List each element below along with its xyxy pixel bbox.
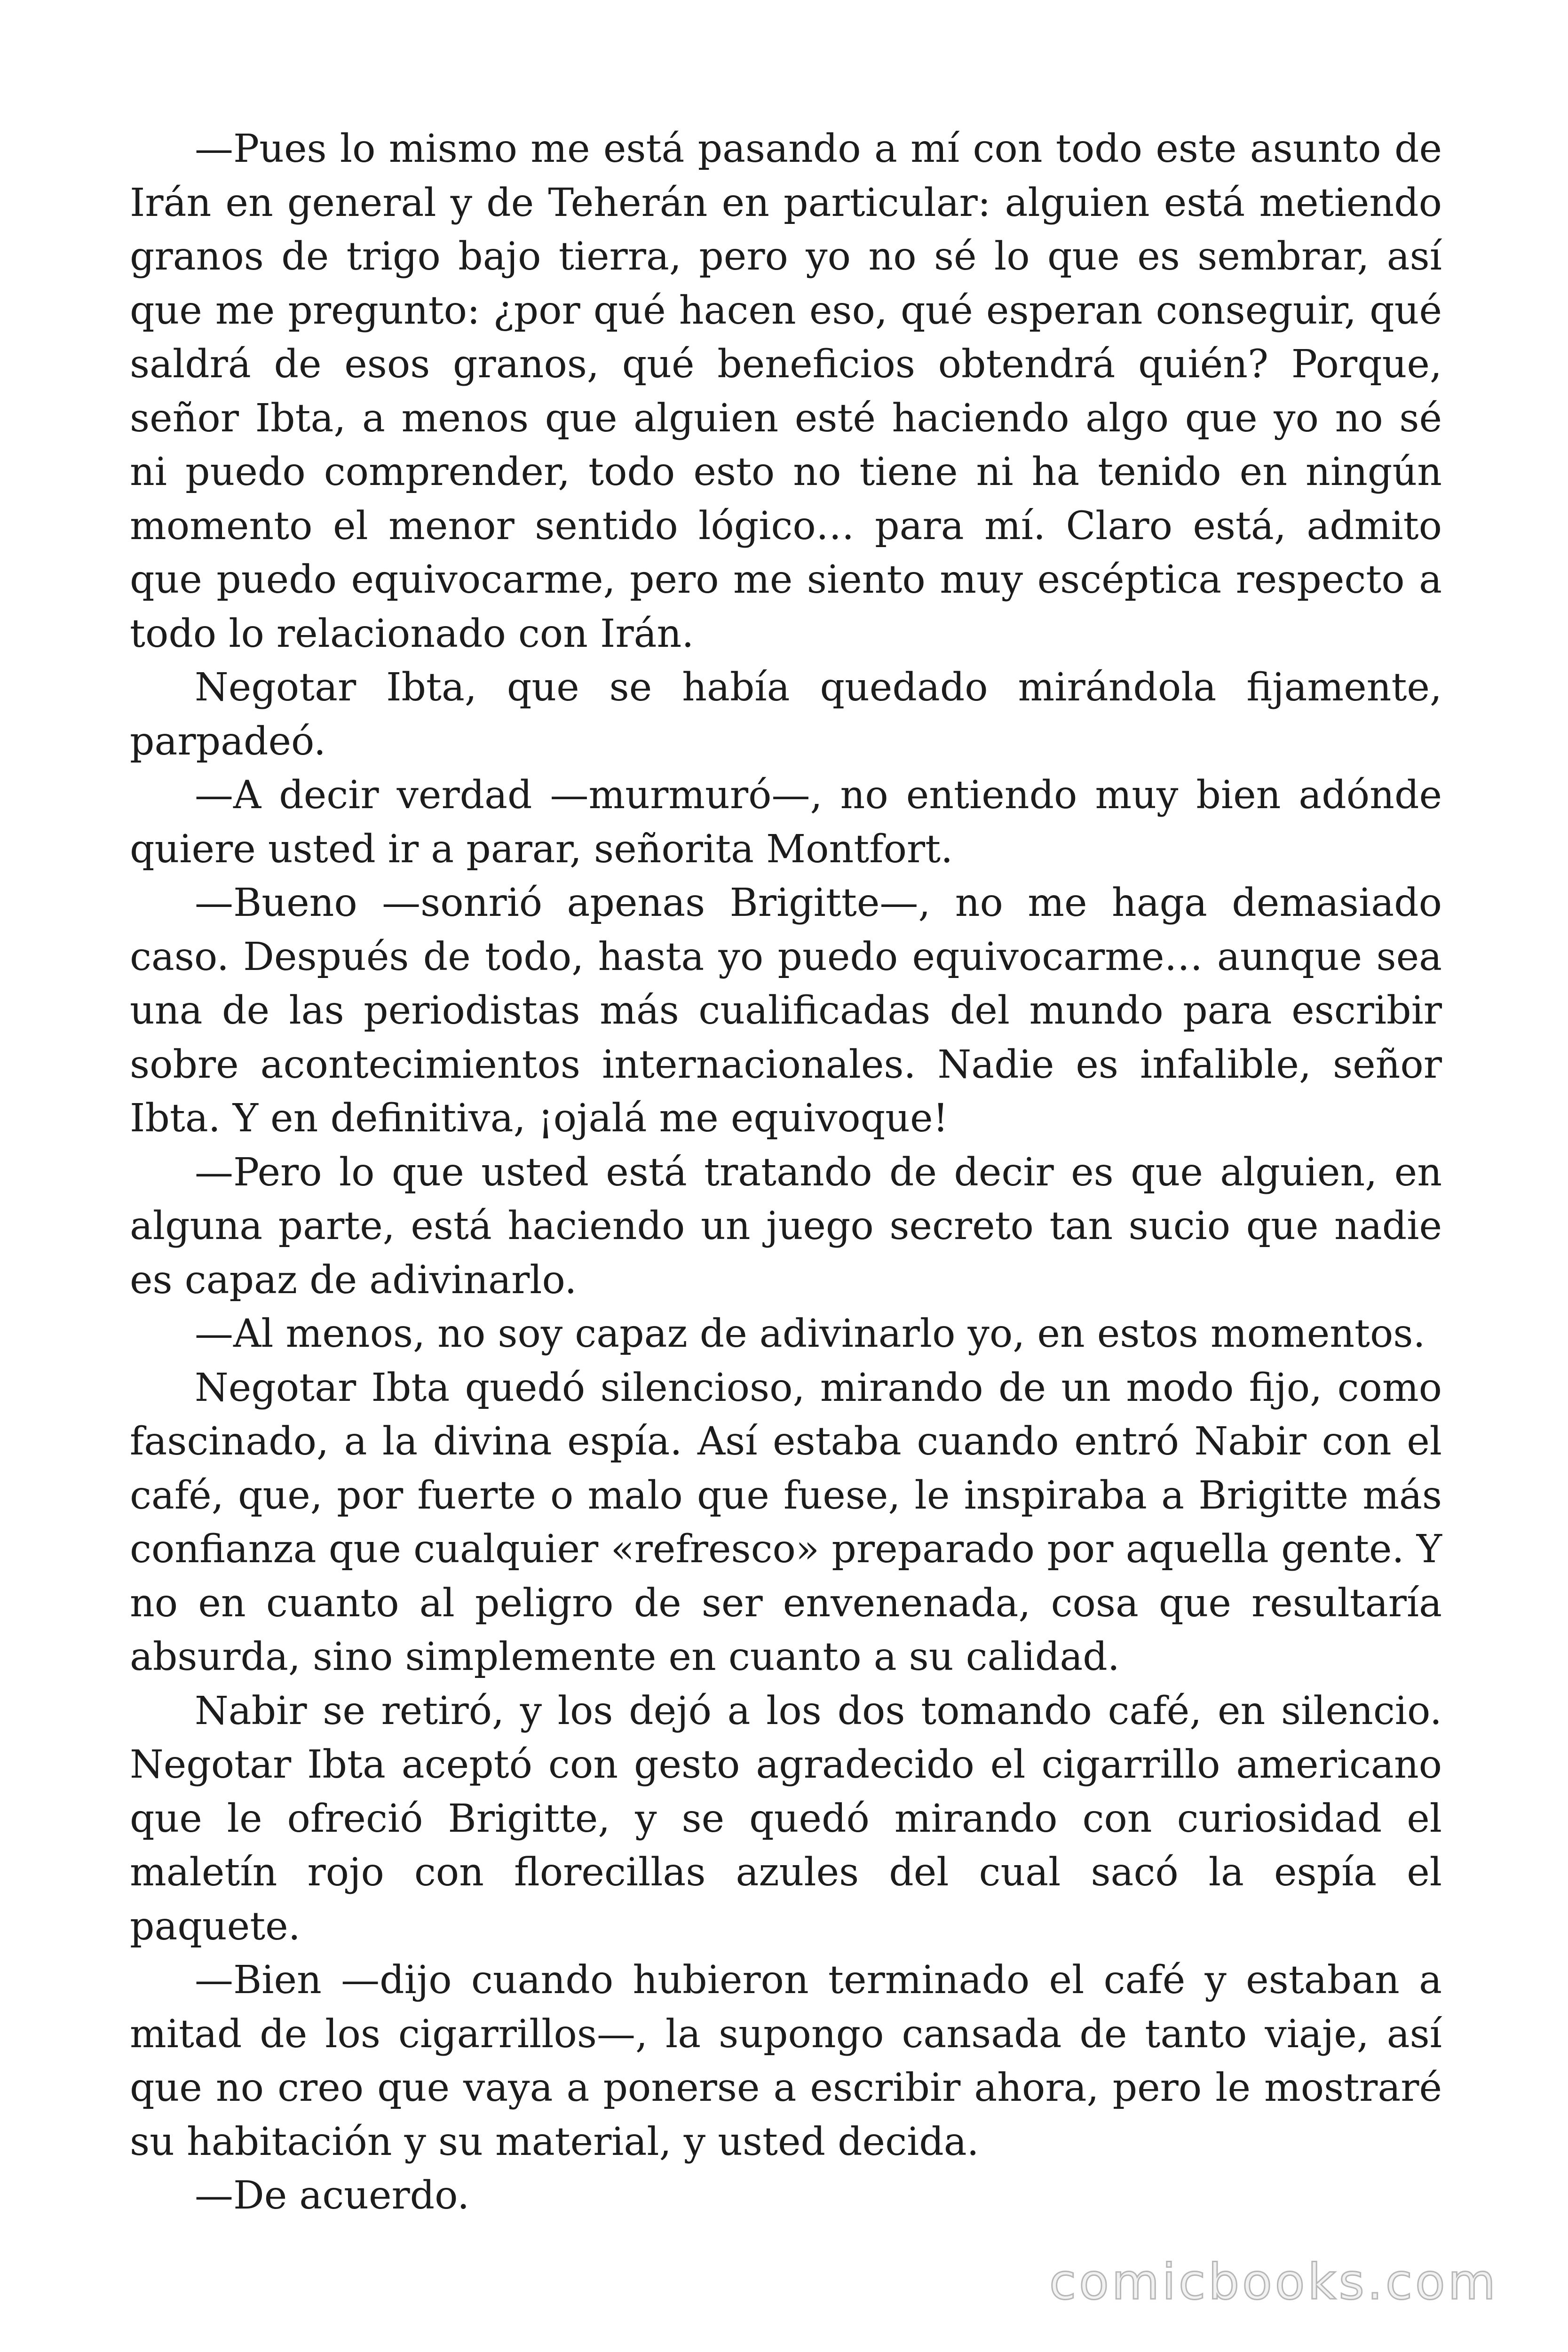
paragraph-5: —Pero lo que usted está tratando de decir es que alguien, en alguna parte, está haciendo un juego secreto tan sucio que nadie es capaz de adivinarlo. [130, 1150, 1442, 1303]
paragraph-10: —De acuerdo. [195, 2173, 470, 2218]
paragraph-8: Nabir se retiró, y los dejó a los dos tomando café, en silencio. Negotar Ibta aceptó con gesto agradecido el cigarrillo americano que le ofreció Brigitte, y se quedó mirando con curiosidad el maletín rojo con florecillas azules del cual sacó la espía el paquete. [130, 1688, 1442, 1949]
paragraph-6: —Al menos, no soy capaz de adivinarlo yo, en estos momentos. [195, 1311, 1425, 1356]
paragraph-9: —Bien —dijo cuando hubieron terminado el café y estaban a mitad de los cigarrillos—, la supongo cansada de tanto viaje, así que no creo que vaya a ponerse a escribir ahora, pero le mostraré su habitación y su material, y usted decida. [130, 1958, 1442, 2164]
paragraph-2: Negotar Ibta, que se había quedado mirándola fijamente, parpadeó. [130, 665, 1442, 764]
paragraph-7: Negotar Ibta quedó silencioso, mirando de un modo fijo, como fascinado, a la divina espía. Así estaba cuando entró Nabir con el café, que, por fuerte o malo que fuese, le inspiraba a Brigitte más confianza que cualquier «refresco» preparado por aquella gente. Y no en cuanto al peligro de ser envenenada, cosa que resultaría absurda, sino simplemente en cuanto a su calidad. [130, 1365, 1442, 1679]
page-body [130, 122, 1442, 2223]
paragraph-1: —Pues lo mismo me está pasando a mí con todo este asunto de Irán en general y de Teherán en particular: alguien está metiendo granos de trigo bajo tierra, pero yo no sé lo que es sembrar, así que me pregunto: ¿por qué hacen eso, qué esperan conseguir, qué saldrá de esos granos, qué beneficios obtendrá quién? Porque, señor Ibta, a menos que alguien esté haciendo algo que yo no sé ni puedo comprender, todo esto no tiene ni ha tenido en ningún momento el menor sentido lógico… para mí. Claro está, admito que puedo equivocarme, pero me siento muy escéptica respecto a todo lo relacionado con Irán. [130, 127, 1442, 656]
paragraph-3: —A decir verdad —murmuró—, no entiendo muy bien adónde quiere usted ir a parar, señorita Montfort. [130, 773, 1442, 872]
watermark: comicbooks.com [1049, 2253, 1498, 2311]
paragraph-4: —Bueno —sonrió apenas Brigitte—, no me haga demasiado caso. Después de todo, hasta yo puedo equivocarme… aunque sea una de las periodistas más cualificadas del mundo para escribir sobre acontecimientos internacionales. Nadie es infalible, señor Ibta. Y en definitiva, ¡ojalá me equivoque! [130, 881, 1442, 1141]
